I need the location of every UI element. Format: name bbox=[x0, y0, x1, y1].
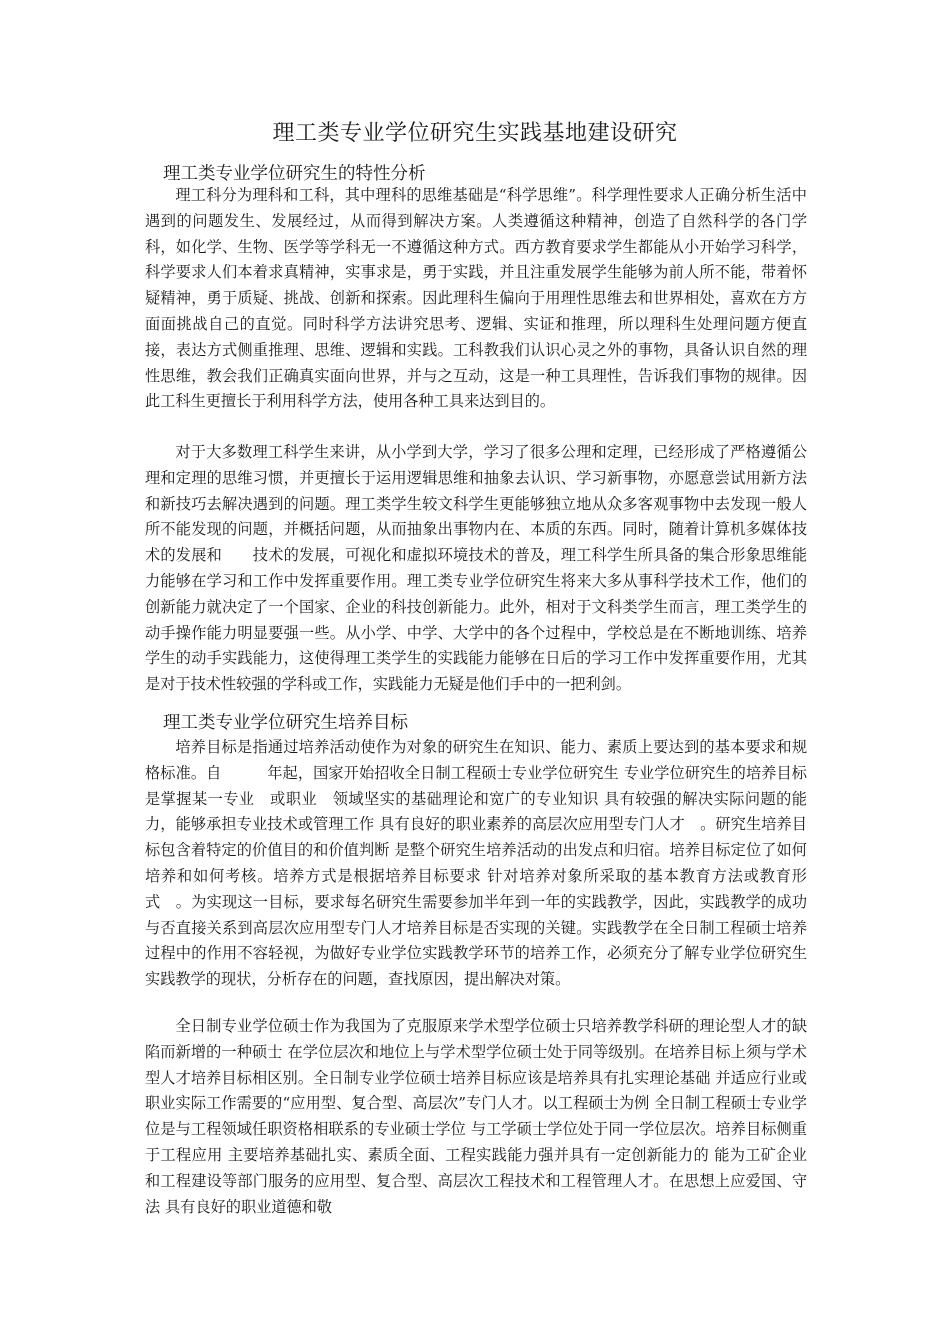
body-paragraph: 培养目标是指通过培养活动使作为对象的研究生在知识、能力、素质上要达到的基本要求和规格标准。自 年起，国家开始招收全日制工程硕士专业学位研究生 专业学位研究生的培养目标是掌握某一专业 或职业 领域坚实的基础理论和宽广的专业知识 具有较强的解决实际问题的能力，能够承担专业技术或管理工作 具有良好的职业素养的高层次应用型专门人才 。研究生培养目标包含着特定的价值目的和价值判断 是整个研究生培养活动的出发点和归宿。培养目标定位了如何培养和如何考核。培养方式是根据培养目标要求 针对培养对象所采取的基本教育方法或教育形式 。为实现这一目标，要求每名研究生需要参加半年到一年的实践教学，因此，实践教学的成功与否直接关系到高层次应用型专门人才培养目标是否实现的关键。实践教学在全日制工程硕士培养过程中的作用不容轻视，为做好专业学位实践教学环节的培养工作，必须充分了解专业学位研究生实践教学的现状，分析存在的问题，查找原因，提出解决对策。 bbox=[145, 738, 807, 989]
body-paragraph: 全日制专业学位硕士作为我国为了克服原来学术型学位硕士只培养教学科研的理论型人才的缺陷而新增的一种硕士 在学位层次和地位上与学术型学位硕士处于同等级别。在培养目标上须与学术型人才培养目标相区别。全日制专业学位硕士培养目标应该是培养具有扎实理论基础 并适应行业或职业实际工作需要的“应用型、复合型、高层次”专门人才。以工程硕士为例 全日制工程硕士专业学位是与工程领域任职资格相联系的专业硕士学位 与工学硕士学位处于同一学位层次。培养目标侧重于工程应用 主要培养基础扎实、素质全面、工程实践能力强并具有一定创新能力的 能为工矿企业和工程建设等部门服务的应用型、复合型、高层次工程技术和工程管理人才。在思想上应爱国、守法 具有良好的职业道德和敬 bbox=[145, 1017, 807, 1216]
body-paragraph: 对于大多数理工科学生来讲，从小学到大学，学习了很多公理和定理，已经形成了严格遵循公理和定理的思维习惯，并更擅长于运用逻辑思维和抽象去认识、学习新事物，亦愿意尝试用新方法和新技巧去解决遇到的问题。理工类学生较文科学生更能够独立地从众多客观事物中去发现一般人所不能发现的问题，并概括问题，从而抽象出事物内在、本质的东西。同时，随着计算机多媒体技术的发展和 技术的发展，可视化和虚拟环境技术的普及，理工科学生所具备的集合形象思维能力能够在学习和工作中发挥重要作用。理工类专业学位研究生将来大多从事科学技术工作，他们的创新能力就决定了一个国家、企业的科技创新能力。此外，相对于文科类学生而言，理工类学生的动手操作能力明显要强一些。从小学、中学、大学中的各个过程中，学校总是在不断地训练、培养学生的动手实践能力，这使得理工类学生的实践能力能够在日后的学习工作中发挥重要作用，尤其是对于技术性较强的学科或工作，实践能力无疑是他们手中的一把利剑。 bbox=[145, 443, 807, 694]
section-heading-training-goals: 理工类专业学位研究生培养目标 bbox=[163, 713, 408, 733]
body-paragraph: 理工科分为理科和工科，其中理科的思维基础是“科学思维”。科学理性要求人正确分析生活中遇到的问题发生、发展经过，从而得到解决方案。人类遵循这种精神，创造了自然科学的各门学科，如化学、生物、医学等学科无一不遵循这种方式。西方教育要求学生都能从小开始学习科学，科学要求人们本着求真精神，实事求是，勇于实践，并且注重发展学生能够为前人所不能，带着怀疑精神，勇于质疑、挑战、创新和探索。因此理科生偏向于用理性思维去和世界相处，喜欢在方方面面挑战自己的直觉。同时科学方法讲究思考、逻辑、实证和推理，所以理科生处理问题方便直接，表达方式侧重推理、思维、逻辑和实践。工科教我们认识心灵之外的事物，具备认识自然的理性思维，教会我们正确真实面向世界，并与之互动，这是一种工具理性，告诉我们事物的规律。因此工科生更擅长于利用科学方法，使用各种工具来达到目的。 bbox=[145, 186, 807, 411]
document-title: 理工类专业学位研究生实践基地建设研究 bbox=[272, 121, 678, 146]
section-heading-characteristics: 理工类专业学位研究生的特性分析 bbox=[163, 164, 426, 184]
